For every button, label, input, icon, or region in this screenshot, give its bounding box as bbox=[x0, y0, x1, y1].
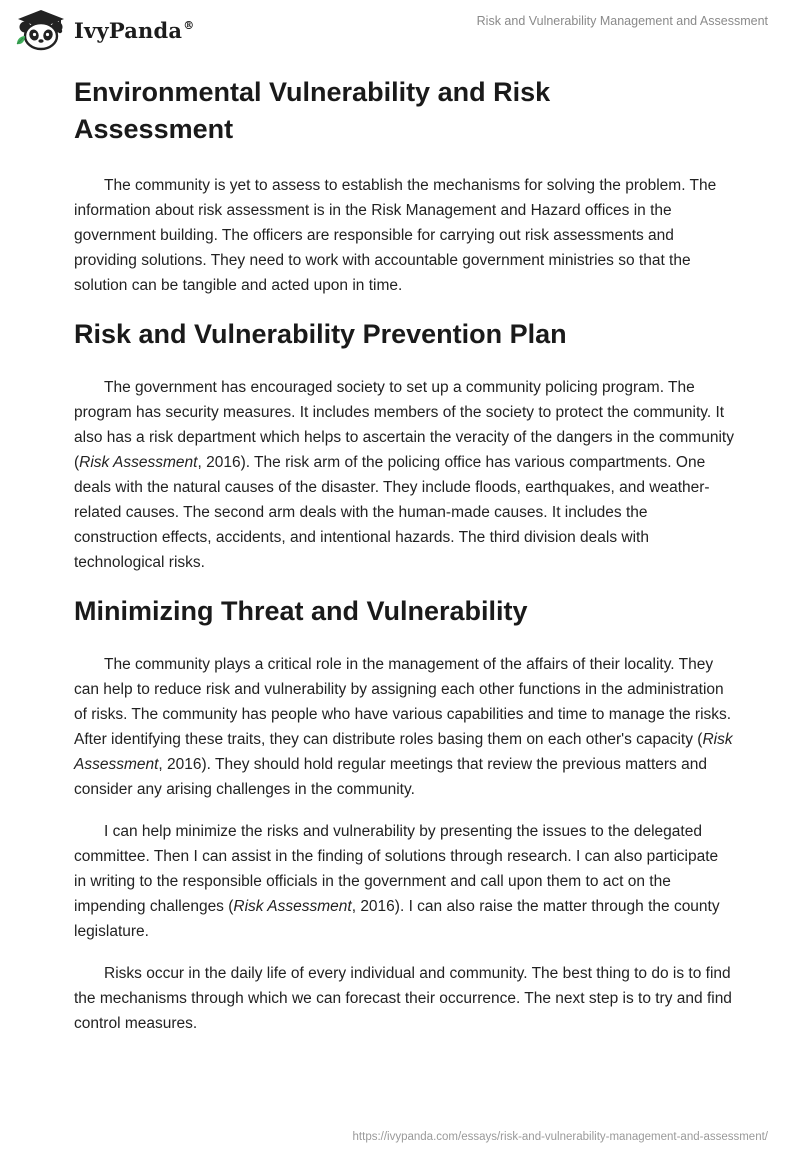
paragraph bbox=[74, 652, 734, 802]
page-header bbox=[0, 0, 800, 60]
section-heading: Minimizing Threat and Vulnerability bbox=[74, 596, 528, 626]
text-run: , 2016). They should hold regular meetings that review the previous matters and consider any arising challenges in the community. bbox=[74, 756, 707, 798]
citation-title: Risk Assessment bbox=[233, 898, 352, 915]
registered-mark: ® bbox=[183, 18, 195, 32]
paragraph bbox=[74, 375, 734, 575]
section-heading: Environmental Vulnerability and Risk Assessment bbox=[74, 77, 551, 144]
text-run: Risks occur in the daily life of every individual and community. The best thing to do is to find the mechanisms through which we can forecast their occurrence. The next step is to try and find control measures. bbox=[74, 965, 732, 1032]
paragraph bbox=[74, 173, 734, 298]
text-run: The community plays a critical role in the management of the affairs of their locality. They can help to reduce risk and vulnerability by assigning each other functions in the administration of risks. The community has people who have various capabilities and time to manage the risks. After identifying these traits, they can distribute roles basing them on each other's capacity ( bbox=[74, 656, 732, 748]
ivypanda-logo[interactable] bbox=[14, 8, 194, 52]
source-url[interactable]: https://ivypanda.com/essays/risk-and-vulnerability-management-and-assessment/ bbox=[352, 1131, 768, 1143]
text-run: The government has encouraged society to set up a community policing program. The program has security measures. It includes members of the society to protect the community. It also has a risk department which helps to ascertain the veracity of the dangers in the community ( bbox=[74, 379, 734, 471]
essay-body bbox=[74, 74, 734, 1036]
paragraph bbox=[74, 819, 734, 944]
text-run: , 2016). The risk arm of the policing office has various compartments. One deals with the natural causes of the disaster. They include floods, earthquakes, and weather-related causes. The second arm deals with the human-made causes. It includes the construction effects, accidents, and intentional hazards. The third division deals with technological risks. bbox=[74, 454, 710, 571]
citation-title: Risk Assessment bbox=[74, 731, 733, 773]
text-run: I can help minimize the risks and vulnerability by presenting the issues to the delegated committee. Then I can assist in the finding of solutions through research. I can also participate in writing to the responsible officials in the government and call upon them to act on the impending challenges ( bbox=[74, 823, 719, 915]
text-run: The community is yet to assess to establish the mechanisms for solving the problem. The information about risk assessment is in the Risk Management and Hazard offices in the government building. The officers are responsible for carrying out risk assessments and providing solutions. They need to work with accountable government ministries so that the solution can be tangible and acted upon in time. bbox=[74, 177, 717, 294]
citation-title: Risk Assessment bbox=[79, 454, 198, 471]
running-title: Risk and Vulnerability Management and Assessment bbox=[476, 14, 768, 28]
panda-graduate-icon bbox=[14, 8, 68, 52]
paragraph bbox=[74, 961, 734, 1036]
section-heading: Risk and Vulnerability Prevention Plan bbox=[74, 319, 567, 349]
text-run: , 2016). I can also raise the matter through the county legislature. bbox=[74, 898, 720, 940]
logo-wordmark: IvyPanda bbox=[74, 17, 183, 43]
logo-text bbox=[74, 18, 194, 43]
